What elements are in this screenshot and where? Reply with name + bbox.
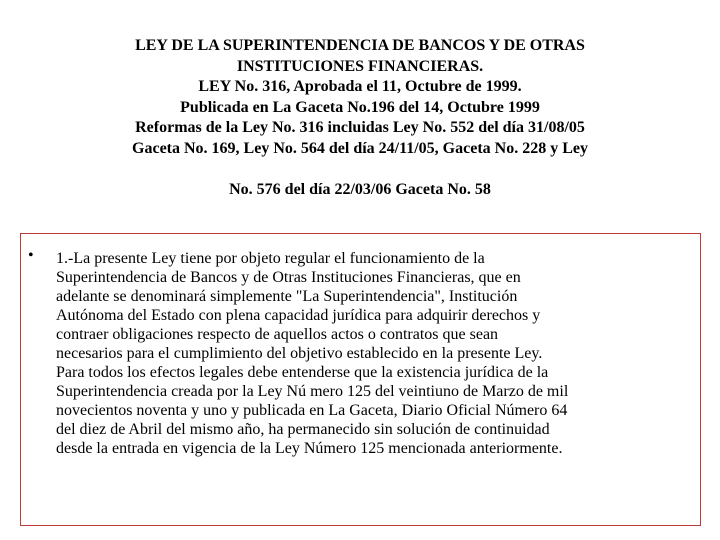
title-line: Publicada en La Gaceta No.196 del 14, Octubre 1999	[180, 98, 540, 116]
title-line: LEY DE LA SUPERINTENDENCIA DE BANCOS Y DE OTRAS	[135, 37, 585, 54]
article-line: desde la entrada en vigencia de la Ley Número 125 mencionada anteriormente.	[56, 440, 563, 457]
article-line: 1.-La presente Ley tiene por objeto regular el funcionamiento de la	[56, 250, 485, 267]
article-line: Superintendencia creada por la Ley Nú mero 125 del veintiuno de Marzo de mil	[56, 383, 569, 400]
article-content-box	[20, 233, 701, 526]
article-line: Para todos los efectos legales debe entenderse que la existencia jurídica de la	[56, 364, 549, 381]
article-line: adelante se denominará simplemente "La Superintendencia", Institución	[56, 288, 518, 305]
article-line: necesarios para el cumplimiento del objetivo establecido en la presente Ley.	[56, 345, 543, 362]
article-line: del diez de Abril del mismo año, ha permanecido sin solución de continuidad	[56, 421, 550, 438]
title-line: Gaceta No. 169, Ley No. 564 del día 24/11/05, Gaceta No. 228 y Ley	[132, 139, 588, 157]
article-1-text	[56, 249, 698, 458]
title-line: No. 576 del día 22/03/06 Gaceta No. 58	[229, 180, 491, 198]
article-line: Autónoma del Estado con plena capacidad jurídica para adquirir derechos y	[56, 307, 541, 324]
bullet-point: •	[28, 247, 34, 264]
title-line: Reformas de la Ley No. 316 incluidas Ley No. 552 del día 31/08/05	[135, 119, 585, 136]
document-title-block	[40, 36, 680, 200]
title-line: LEY No. 316, Aprobada el 11, Octubre de 1999.	[198, 78, 522, 95]
title-line: INSTITUCIONES FINANCIERAS.	[236, 57, 484, 75]
article-line: novecientos noventa y uno y publicada en La Gaceta, Diario Oficial Número 64	[56, 402, 568, 419]
article-line: contraer obligaciones respecto de aquellos actos o contratos que sean	[56, 326, 499, 343]
title-spacer	[40, 159, 680, 180]
article-line: Superintendencia de Bancos y de Otras Instituciones Financieras, que en	[56, 269, 521, 286]
